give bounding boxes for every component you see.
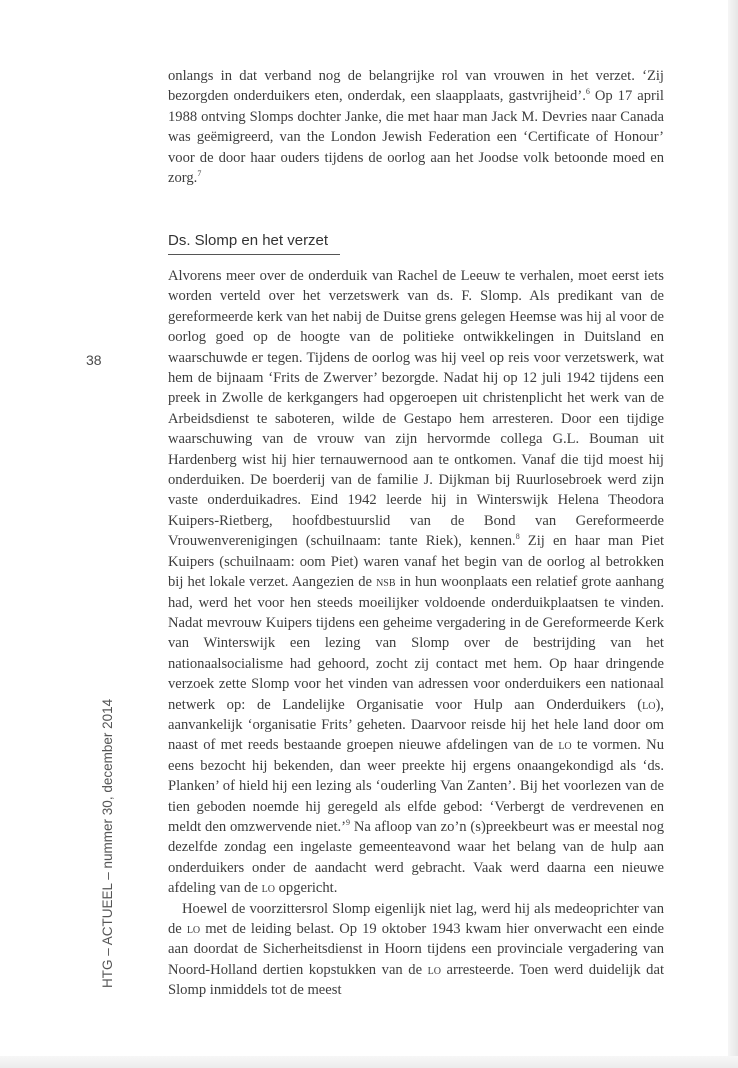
body-p1-part-1: Alvorens meer over de onderduik van Rachel de Leeuw te verhalen, moet eerst iets worden verteld over het verzetswerk van ds. F. Slomp. Als predikant van de gereformeerde kerk van het nabij de Duitse grens gelegen Heemse was hij al voor de oorlog goed op de hoogte van de politieke ontwikkelingen in Duitsland en waarschuwde er tegen. Tijdens de oorlog was hij veel op reis voor verzetswerk, wat hem de bijnaam ‘Frits de Zwerver’ bezorgde. Nadat hij op 12 juli 1942 tijdens een preek in Zwolle de kerkgangers had opgeroepen uit christenplicht het werk van de Arbeidsdienst te saboteren, wilde de Gestapo hem arresteren. Door een tijdige waarschuwing van de vrouw van zijn hervormde collega G.L. Bouman uit Hardenberg wist hij hier ternauwernood aan te ontkomen. Vanaf die tijd moest hij onderduiken. De boerderij van de familie J. Dijkman bij Ruurlosebroek werd zijn vaste onderduikadres. Eind 1942 leerde hij in Winterswijk Helena Theodora Kuipers-Rietberg, hoofdbestuurslid van de Bond van Gereformeerde Vrouwenverenigingen (schuilnaam: tante Riek), kennen. xyxy=(168,268,664,550)
page-number: 38 xyxy=(86,352,102,368)
footnote-ref-7[interactable]: 7 xyxy=(197,169,202,179)
footnote-ref-9[interactable]: 9 xyxy=(346,818,351,828)
abbr-lo: lo xyxy=(642,696,656,713)
footnote-ref-8[interactable]: 8 xyxy=(515,532,520,542)
body-p1-part-2: Zij en haar man Piet Kuipers (schuilnaam: oom Piet) waren vanaf het begin van de oorlog al betrokken bij het lokale verzet. Aangezien de xyxy=(168,533,665,591)
page-edge-bottom xyxy=(0,1056,738,1068)
body-paragraph-2 xyxy=(168,899,664,1001)
body-p1-part-5: te vormen. Nu eens bezocht hij bekenden, dan weer preekte hij ergens onaangekondigd als ‘ds. Planken’ of hield hij een lezing als ‘ouderling Van Zanten’. Bij het voorlezen van de tien geboden noemde hij geregeld als elfde gebod: ‘Verbergt de verdrevenen en meldt den omzwervende niet.’ xyxy=(168,737,664,835)
body-p1-part-6: Na afloop van zo’n (s)preekbeurt was er meestal nog dezelfde zondag een ingelaste gemeenteavond waar het belang van de hulp aan onderduikers onder de aandacht werd gebracht. Vaak werd daarna een nieuwe afdeling van de xyxy=(168,818,664,897)
abbr-lo: lo xyxy=(558,737,572,754)
page-edge-right xyxy=(728,0,738,1068)
body-paragraph-1 xyxy=(168,266,664,899)
intro-paragraph xyxy=(168,66,664,188)
footnote-ref-6[interactable]: 6 xyxy=(585,87,590,97)
intro-text: onlangs in dat verband nog de belangrijke rol van vrouwen in het verzet. ‘Zij bezorgden onderduikers eten, onderdak, een slaapplaats, gastvrijheid’. xyxy=(168,68,664,105)
running-head: HTG – ACTUEEL – nummer 30, december 2014 xyxy=(100,698,115,988)
abbr-nsb: nsb xyxy=(376,574,396,591)
body-p2-part-3: arresteerde. Toen werd duidelijk dat Slomp inmiddels tot de meest xyxy=(168,961,664,999)
body-p1-part-7: opgericht. xyxy=(274,880,338,897)
body-p1-part-4: ), aanvankelijk ‘organisatie Frits’ geheten. Daarvoor reisde hij het hele land door om naast of met reeds bestaande groepen nieuwe afdelingen van de xyxy=(168,696,664,754)
section-heading: Ds. Slomp en het verzet xyxy=(168,232,329,249)
abbr-lo: lo xyxy=(186,921,201,937)
body-p2-part-2: met de leiding belast. Op 19 oktober 1943 kwam hier onverwacht een einde aan doordat de Sicherheitsdienst in Hoorn tijdens een provinciale vergadering van Noord-Holland dertien kopstukken van de xyxy=(168,921,664,978)
abbr-lo: lo xyxy=(261,880,275,897)
abbr-lo: lo xyxy=(427,961,441,978)
intro-text-2: Op 17 april 1988 ontving Slomps dochter Janke, die met haar man Jack M. Devries naar Canada was geëmigreerd, van the London Jewish Federation een ‘Certificate of Honour’ voor de door haar ouders tijdens de oorlog aan het Joodse volk betoonde moed en zorg. xyxy=(168,88,664,187)
body-text xyxy=(168,266,664,1001)
section-heading-underline xyxy=(168,254,340,255)
body-p2-part-1: Hoewel de voorzittersrol Slomp eigenlijk niet lag, werd hij als medeoprichter van de xyxy=(168,900,664,937)
body-p1-part-3: in hun woonplaats een relatief grote aanhang had, werd het voor hen steeds moeilijker voldoende onderduikplaatsen te vinden. Nadat mevrouw Kuipers tijdens een geheime vergadering in de Gereformeerde Kerk van Winterswijk een lezing van Slomp over de bestrijding van het nationaalsocialisme had gehoord, zocht zij contact met hem. Op haar dringende verzoek zette Slomp voor het vinden van adressen voor onderduikers een nationaal netwerk op: de Landelijke Organisatie voor Hulp aan Onderduikers ( xyxy=(168,574,664,713)
